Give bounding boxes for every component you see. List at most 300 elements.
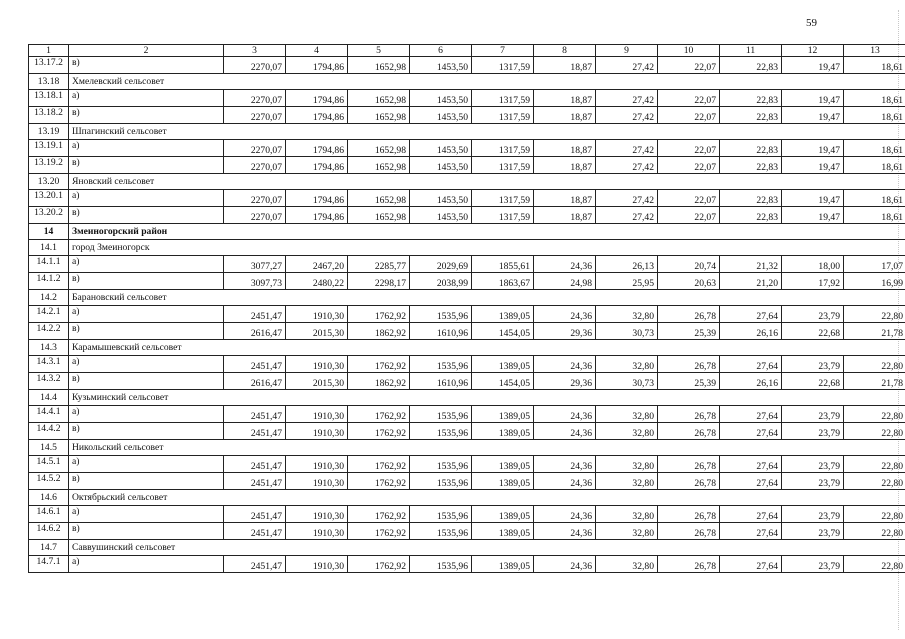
value-cell-col-12: 23,79 <box>782 473 844 490</box>
value-cell-col-3: 3077,27 <box>224 256 286 273</box>
value-cell-col-8: 24,36 <box>534 356 596 373</box>
value-cell-col-8: 24,36 <box>534 456 596 473</box>
value-cell-col-8: 29,36 <box>534 323 596 340</box>
section-number: 14.1 <box>29 240 69 256</box>
value-cell-col-13: 18,61 <box>844 107 905 124</box>
value-cell-col-6: 1535,96 <box>410 523 472 540</box>
value-cell-col-6: 1453,50 <box>410 140 472 157</box>
row-number: 13.17.2 <box>29 57 69 74</box>
value-cell-col-3: 2451,47 <box>224 556 286 573</box>
value-cell-col-13: 21,78 <box>844 323 905 340</box>
table-row <box>29 456 905 473</box>
value-cell-col-7: 1389,05 <box>472 456 534 473</box>
value-cell-col-12: 23,79 <box>782 356 844 373</box>
table-row <box>29 140 905 157</box>
section-number: 14.6 <box>29 490 69 506</box>
section-blank <box>224 174 905 190</box>
value-cell-col-7: 1855,61 <box>472 256 534 273</box>
value-cell-col-8: 18,87 <box>534 157 596 174</box>
value-cell-col-7: 1317,59 <box>472 207 534 224</box>
value-cell-col-13: 18,61 <box>844 90 905 107</box>
section-number: 13.19 <box>29 124 69 140</box>
value-cell-col-7: 1454,05 <box>472 373 534 390</box>
value-cell-col-4: 1910,30 <box>286 523 348 540</box>
section-row <box>29 540 905 556</box>
section-blank <box>224 490 905 506</box>
section-number: 13.20 <box>29 174 69 190</box>
value-cell-col-4: 2015,30 <box>286 373 348 390</box>
value-cell-col-8: 24,98 <box>534 273 596 290</box>
value-cell-col-10: 26,78 <box>658 506 720 523</box>
value-cell-col-8: 18,87 <box>534 140 596 157</box>
value-cell-col-13: 18,61 <box>844 207 905 224</box>
section-number: 14.7 <box>29 540 69 556</box>
value-cell-col-11: 22,83 <box>720 57 782 74</box>
column-number-1: 1 <box>29 45 69 57</box>
row-number: 14.7.1 <box>29 556 69 573</box>
value-cell-col-12: 18,00 <box>782 256 844 273</box>
value-cell-col-6: 1535,96 <box>410 406 472 423</box>
row-label: а) <box>69 356 224 373</box>
value-cell-col-8: 24,36 <box>534 473 596 490</box>
value-cell-col-13: 22,80 <box>844 423 905 440</box>
value-cell-col-9: 32,80 <box>596 356 658 373</box>
value-cell-col-12: 23,79 <box>782 306 844 323</box>
value-cell-col-3: 3097,73 <box>224 273 286 290</box>
section-title: Саввушинский сельсовет <box>69 540 224 556</box>
value-cell-col-4: 1794,86 <box>286 107 348 124</box>
table-row <box>29 423 905 440</box>
value-cell-col-11: 27,64 <box>720 306 782 323</box>
value-cell-col-11: 27,64 <box>720 356 782 373</box>
section-title: Кузьминский сельсовет <box>69 390 224 406</box>
value-cell-col-12: 22,68 <box>782 323 844 340</box>
value-cell-col-7: 1389,05 <box>472 523 534 540</box>
value-cell-col-10: 26,78 <box>658 406 720 423</box>
row-label: в) <box>69 373 224 390</box>
section-title: Октябрьский сельсовет <box>69 490 224 506</box>
table-row <box>29 506 905 523</box>
value-cell-col-5: 1652,98 <box>348 90 410 107</box>
column-number-2: 2 <box>69 45 224 57</box>
value-cell-col-3: 2270,07 <box>224 207 286 224</box>
section-blank <box>224 440 905 456</box>
value-cell-col-6: 1535,96 <box>410 306 472 323</box>
row-number: 14.5.2 <box>29 473 69 490</box>
value-cell-col-6: 2038,99 <box>410 273 472 290</box>
row-number: 13.18.1 <box>29 90 69 107</box>
section-blank <box>224 124 905 140</box>
value-cell-col-5: 1652,98 <box>348 190 410 207</box>
table-row <box>29 107 905 124</box>
value-cell-col-7: 1317,59 <box>472 190 534 207</box>
value-cell-col-9: 26,13 <box>596 256 658 273</box>
value-cell-col-13: 22,80 <box>844 523 905 540</box>
value-cell-col-11: 27,64 <box>720 523 782 540</box>
row-label: в) <box>69 207 224 224</box>
value-cell-col-11: 27,64 <box>720 473 782 490</box>
value-cell-col-4: 2480,22 <box>286 273 348 290</box>
section-number: 14.5 <box>29 440 69 456</box>
value-cell-col-4: 1910,30 <box>286 556 348 573</box>
row-label: а) <box>69 256 224 273</box>
value-cell-col-10: 22,07 <box>658 90 720 107</box>
value-cell-col-4: 1794,86 <box>286 190 348 207</box>
row-number: 13.19.1 <box>29 140 69 157</box>
value-cell-col-11: 27,64 <box>720 506 782 523</box>
section-blank <box>224 290 905 306</box>
value-cell-col-10: 22,07 <box>658 157 720 174</box>
section-blank <box>224 390 905 406</box>
value-cell-col-5: 1652,98 <box>348 140 410 157</box>
value-cell-col-5: 1762,92 <box>348 473 410 490</box>
value-cell-col-12: 19,47 <box>782 140 844 157</box>
value-cell-col-11: 22,83 <box>720 157 782 174</box>
value-cell-col-4: 2015,30 <box>286 323 348 340</box>
section-title: Яновский сельсовет <box>69 174 224 190</box>
row-number: 14.2.1 <box>29 306 69 323</box>
value-cell-col-6: 1453,50 <box>410 207 472 224</box>
value-cell-col-5: 1652,98 <box>348 107 410 124</box>
row-number: 14.3.1 <box>29 356 69 373</box>
row-number: 14.5.1 <box>29 456 69 473</box>
value-cell-col-12: 23,79 <box>782 456 844 473</box>
value-cell-col-9: 27,42 <box>596 140 658 157</box>
value-cell-col-11: 27,64 <box>720 423 782 440</box>
value-cell-col-9: 27,42 <box>596 90 658 107</box>
value-cell-col-9: 30,73 <box>596 373 658 390</box>
value-cell-col-7: 1317,59 <box>472 57 534 74</box>
row-label: в) <box>69 157 224 174</box>
section-blank <box>224 540 905 556</box>
column-number-9: 9 <box>596 45 658 57</box>
value-cell-col-13: 22,80 <box>844 506 905 523</box>
column-number-5: 5 <box>348 45 410 57</box>
section-row <box>29 174 905 190</box>
table-row <box>29 306 905 323</box>
value-cell-col-6: 1453,50 <box>410 107 472 124</box>
section-number: 14.3 <box>29 340 69 356</box>
row-number: 14.6.1 <box>29 506 69 523</box>
value-cell-col-9: 27,42 <box>596 207 658 224</box>
value-cell-col-13: 18,61 <box>844 157 905 174</box>
value-cell-col-3: 2451,47 <box>224 506 286 523</box>
value-cell-col-10: 26,78 <box>658 523 720 540</box>
row-number: 13.20.1 <box>29 190 69 207</box>
value-cell-col-10: 20,63 <box>658 273 720 290</box>
section-title: Змеиногорский район <box>69 224 224 240</box>
section-blank <box>224 340 905 356</box>
value-cell-col-8: 18,87 <box>534 207 596 224</box>
value-cell-col-12: 23,79 <box>782 506 844 523</box>
value-cell-col-9: 27,42 <box>596 107 658 124</box>
row-number: 14.1.2 <box>29 273 69 290</box>
value-cell-col-13: 22,80 <box>844 306 905 323</box>
row-label: в) <box>69 273 224 290</box>
value-cell-col-10: 20,74 <box>658 256 720 273</box>
value-cell-col-6: 1535,96 <box>410 456 472 473</box>
value-cell-col-6: 1610,96 <box>410 323 472 340</box>
value-cell-col-11: 22,83 <box>720 140 782 157</box>
value-cell-col-13: 17,07 <box>844 256 905 273</box>
value-cell-col-10: 26,78 <box>658 456 720 473</box>
value-cell-col-10: 22,07 <box>658 57 720 74</box>
value-cell-col-10: 22,07 <box>658 107 720 124</box>
value-cell-col-10: 25,39 <box>658 373 720 390</box>
row-number: 14.4.1 <box>29 406 69 423</box>
value-cell-col-11: 21,32 <box>720 256 782 273</box>
value-cell-col-10: 26,78 <box>658 356 720 373</box>
value-cell-col-3: 2451,47 <box>224 356 286 373</box>
value-cell-col-5: 1762,92 <box>348 423 410 440</box>
table-body <box>29 45 905 573</box>
value-cell-col-6: 1453,50 <box>410 57 472 74</box>
value-cell-col-5: 1862,92 <box>348 373 410 390</box>
value-cell-col-3: 2451,47 <box>224 473 286 490</box>
row-label: в) <box>69 323 224 340</box>
value-cell-col-6: 1453,50 <box>410 157 472 174</box>
value-cell-col-9: 32,80 <box>596 456 658 473</box>
section-row <box>29 74 905 90</box>
value-cell-col-6: 1535,96 <box>410 473 472 490</box>
value-cell-col-13: 22,80 <box>844 356 905 373</box>
value-cell-col-8: 24,36 <box>534 423 596 440</box>
value-cell-col-7: 1389,05 <box>472 473 534 490</box>
value-cell-col-4: 1910,30 <box>286 506 348 523</box>
section-title: город Змеиногорск <box>69 240 224 256</box>
value-cell-col-4: 1794,86 <box>286 90 348 107</box>
row-number: 14.1.1 <box>29 256 69 273</box>
section-title: Шпагинский сельсовет <box>69 124 224 140</box>
value-cell-col-8: 24,36 <box>534 406 596 423</box>
row-label: а) <box>69 456 224 473</box>
row-number: 14.6.2 <box>29 523 69 540</box>
value-cell-col-13: 16,99 <box>844 273 905 290</box>
row-number: 14.2.2 <box>29 323 69 340</box>
value-cell-col-5: 1652,98 <box>348 207 410 224</box>
value-cell-col-4: 1910,30 <box>286 473 348 490</box>
value-cell-col-8: 24,36 <box>534 306 596 323</box>
value-cell-col-12: 19,47 <box>782 57 844 74</box>
value-cell-col-7: 1317,59 <box>472 90 534 107</box>
value-cell-col-7: 1454,05 <box>472 323 534 340</box>
value-cell-col-9: 32,80 <box>596 556 658 573</box>
column-number-4: 4 <box>286 45 348 57</box>
value-cell-col-8: 18,87 <box>534 57 596 74</box>
section-title: Никольский сельсовет <box>69 440 224 456</box>
row-label: в) <box>69 57 224 74</box>
value-cell-col-12: 19,47 <box>782 190 844 207</box>
value-cell-col-10: 22,07 <box>658 190 720 207</box>
value-cell-col-8: 18,87 <box>534 190 596 207</box>
section-row <box>29 440 905 456</box>
value-cell-col-11: 26,16 <box>720 323 782 340</box>
table-row <box>29 190 905 207</box>
column-number-13: 13 <box>844 45 905 57</box>
table-row <box>29 406 905 423</box>
value-cell-col-9: 32,80 <box>596 506 658 523</box>
value-cell-col-7: 1317,59 <box>472 140 534 157</box>
value-cell-col-12: 23,79 <box>782 556 844 573</box>
value-cell-col-3: 2270,07 <box>224 140 286 157</box>
page-number: 59 <box>806 17 817 29</box>
value-cell-col-3: 2270,07 <box>224 107 286 124</box>
section-row <box>29 224 905 240</box>
row-number: 13.20.2 <box>29 207 69 224</box>
table-row <box>29 323 905 340</box>
table-row <box>29 556 905 573</box>
column-number-8: 8 <box>534 45 596 57</box>
column-number-11: 11 <box>720 45 782 57</box>
value-cell-col-11: 22,83 <box>720 90 782 107</box>
tariff-table <box>28 44 905 573</box>
value-cell-col-12: 19,47 <box>782 90 844 107</box>
value-cell-col-3: 2270,07 <box>224 190 286 207</box>
value-cell-col-5: 1762,92 <box>348 356 410 373</box>
value-cell-col-13: 18,61 <box>844 140 905 157</box>
value-cell-col-12: 19,47 <box>782 157 844 174</box>
value-cell-col-11: 27,64 <box>720 406 782 423</box>
value-cell-col-5: 1762,92 <box>348 456 410 473</box>
row-label: в) <box>69 523 224 540</box>
section-row <box>29 290 905 306</box>
value-cell-col-7: 1389,05 <box>472 406 534 423</box>
row-label: в) <box>69 423 224 440</box>
value-cell-col-4: 1910,30 <box>286 356 348 373</box>
section-row <box>29 240 905 256</box>
value-cell-col-9: 32,80 <box>596 423 658 440</box>
value-cell-col-5: 2285,77 <box>348 256 410 273</box>
row-label: а) <box>69 306 224 323</box>
value-cell-col-8: 18,87 <box>534 107 596 124</box>
row-label: а) <box>69 506 224 523</box>
value-cell-col-4: 1794,86 <box>286 140 348 157</box>
value-cell-col-7: 1389,05 <box>472 556 534 573</box>
value-cell-col-4: 1794,86 <box>286 157 348 174</box>
value-cell-col-8: 18,87 <box>534 90 596 107</box>
value-cell-col-10: 22,07 <box>658 207 720 224</box>
value-cell-col-3: 2451,47 <box>224 423 286 440</box>
value-cell-col-13: 22,80 <box>844 556 905 573</box>
value-cell-col-10: 22,07 <box>658 140 720 157</box>
section-row <box>29 390 905 406</box>
section-row <box>29 124 905 140</box>
column-number-7: 7 <box>472 45 534 57</box>
table-row <box>29 523 905 540</box>
value-cell-col-5: 1762,92 <box>348 523 410 540</box>
value-cell-col-5: 1862,92 <box>348 323 410 340</box>
table-row <box>29 373 905 390</box>
value-cell-col-5: 1762,92 <box>348 406 410 423</box>
column-number-6: 6 <box>410 45 472 57</box>
value-cell-col-9: 27,42 <box>596 57 658 74</box>
section-blank <box>224 240 905 256</box>
row-number: 14.4.2 <box>29 423 69 440</box>
value-cell-col-8: 24,36 <box>534 256 596 273</box>
column-number-10: 10 <box>658 45 720 57</box>
value-cell-col-11: 22,83 <box>720 190 782 207</box>
value-cell-col-9: 32,80 <box>596 473 658 490</box>
value-cell-col-11: 26,16 <box>720 373 782 390</box>
value-cell-col-5: 1762,92 <box>348 506 410 523</box>
row-label: а) <box>69 190 224 207</box>
value-cell-col-4: 1910,30 <box>286 456 348 473</box>
value-cell-col-12: 23,79 <box>782 423 844 440</box>
value-cell-col-5: 1762,92 <box>348 556 410 573</box>
row-label: а) <box>69 556 224 573</box>
row-label: а) <box>69 406 224 423</box>
value-cell-col-6: 1535,96 <box>410 556 472 573</box>
value-cell-col-13: 22,80 <box>844 406 905 423</box>
value-cell-col-12: 22,68 <box>782 373 844 390</box>
value-cell-col-4: 1910,30 <box>286 306 348 323</box>
value-cell-col-5: 1652,98 <box>348 157 410 174</box>
value-cell-col-3: 2616,47 <box>224 373 286 390</box>
table-row <box>29 57 905 74</box>
value-cell-col-9: 30,73 <box>596 323 658 340</box>
value-cell-col-9: 27,42 <box>596 190 658 207</box>
value-cell-col-6: 1535,96 <box>410 356 472 373</box>
value-cell-col-3: 2270,07 <box>224 57 286 74</box>
column-number-3: 3 <box>224 45 286 57</box>
value-cell-col-7: 1317,59 <box>472 107 534 124</box>
value-cell-col-3: 2270,07 <box>224 90 286 107</box>
section-number: 14.4 <box>29 390 69 406</box>
value-cell-col-9: 32,80 <box>596 523 658 540</box>
value-cell-col-10: 26,78 <box>658 306 720 323</box>
column-number-12: 12 <box>782 45 844 57</box>
value-cell-col-11: 27,64 <box>720 456 782 473</box>
value-cell-col-11: 21,20 <box>720 273 782 290</box>
value-cell-col-9: 32,80 <box>596 406 658 423</box>
value-cell-col-13: 22,80 <box>844 456 905 473</box>
value-cell-col-13: 21,78 <box>844 373 905 390</box>
value-cell-col-8: 24,36 <box>534 556 596 573</box>
value-cell-col-13: 18,61 <box>844 57 905 74</box>
value-cell-col-12: 19,47 <box>782 207 844 224</box>
value-cell-col-12: 23,79 <box>782 523 844 540</box>
table-row <box>29 473 905 490</box>
row-label: а) <box>69 140 224 157</box>
section-number: 13.18 <box>29 74 69 90</box>
value-cell-col-7: 1389,05 <box>472 306 534 323</box>
value-cell-col-10: 26,78 <box>658 423 720 440</box>
table-row <box>29 256 905 273</box>
row-number: 13.19.2 <box>29 157 69 174</box>
table-row <box>29 356 905 373</box>
value-cell-col-3: 2451,47 <box>224 523 286 540</box>
value-cell-col-4: 1794,86 <box>286 207 348 224</box>
value-cell-col-3: 2451,47 <box>224 456 286 473</box>
row-number: 14.3.2 <box>29 373 69 390</box>
row-number: 13.18.2 <box>29 107 69 124</box>
value-cell-col-7: 1389,05 <box>472 423 534 440</box>
value-cell-col-9: 25,95 <box>596 273 658 290</box>
row-label: в) <box>69 107 224 124</box>
value-cell-col-4: 1910,30 <box>286 423 348 440</box>
value-cell-col-6: 1610,96 <box>410 373 472 390</box>
value-cell-col-12: 17,92 <box>782 273 844 290</box>
value-cell-col-6: 1453,50 <box>410 190 472 207</box>
value-cell-col-10: 26,78 <box>658 473 720 490</box>
row-label: а) <box>69 90 224 107</box>
table-row <box>29 207 905 224</box>
value-cell-col-12: 19,47 <box>782 107 844 124</box>
value-cell-col-6: 1535,96 <box>410 423 472 440</box>
value-cell-col-9: 27,42 <box>596 157 658 174</box>
value-cell-col-13: 22,80 <box>844 473 905 490</box>
row-label: в) <box>69 473 224 490</box>
